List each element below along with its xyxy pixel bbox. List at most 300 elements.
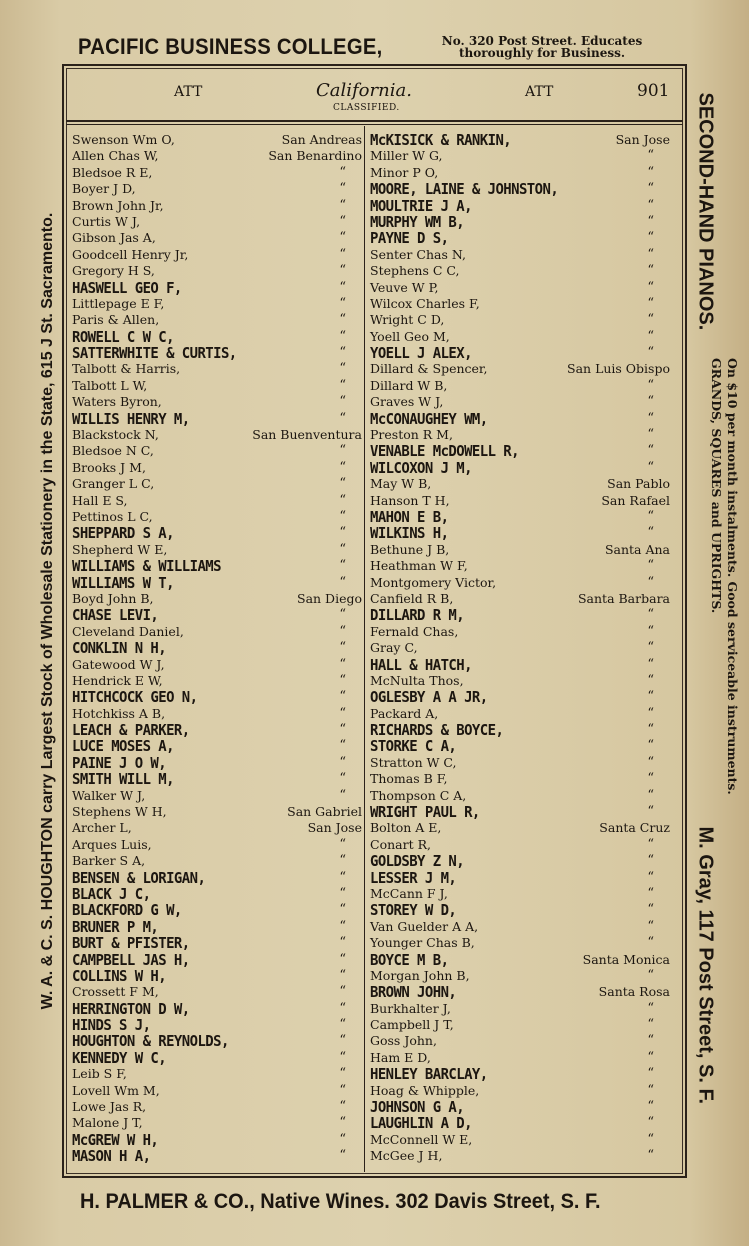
directory-entry [368,722,672,738]
entry-name: STORKE C A, [370,737,457,756]
directory-entry [368,624,672,640]
entry-place: “ [647,1000,654,1016]
right-ad-top-text: SECOND-HAND PIANOS. [694,92,717,331]
entry-name: Lovell Wm M, [72,1082,160,1098]
entry-place: “ [339,640,346,656]
entry-place: “ [647,722,654,738]
entry-place: “ [339,1066,346,1082]
entry-name: Lowe Jas R, [72,1099,147,1115]
entry-place: “ [647,164,654,180]
directory-entry [70,1001,364,1017]
directory-entry [70,952,364,968]
entry-name: COLLINS W H, [72,966,167,985]
directory-entry [368,788,672,804]
entry-place: “ [339,279,346,295]
directory-entry [70,1033,364,1049]
directory-entry [70,198,364,214]
entry-name: Miller W G, [370,148,443,164]
entry-name: Minor P O, [370,164,439,180]
directory-entry [368,525,672,541]
directory-entry [368,607,672,623]
entry-name: DILLARD R M, [370,606,465,625]
entry-place: “ [339,345,346,361]
entry-place: “ [339,492,346,508]
entry-name: MOULTRIE J A, [370,196,472,215]
entry-place: “ [647,263,654,279]
top-ad-line2: thoroughly for Business. [458,46,626,60]
entry-place: “ [339,295,346,311]
entry-place: Santa Monica [582,951,670,967]
entry-place: San Pablo [607,476,670,492]
entry-name: Gibson Jas A, [72,230,156,246]
entry-place: “ [647,558,654,574]
entry-name: Gray C, [370,640,418,656]
entry-place: “ [339,246,346,262]
entry-name: HENLEY BARCLAY, [370,1065,488,1084]
entry-place: “ [647,1148,654,1164]
entry-name: GOLDSBY Z N, [370,852,465,871]
entry-name: HALL & HATCH, [370,655,472,674]
top-advertisement [62,28,687,68]
entry-place: “ [339,1017,346,1033]
directory-entry [70,411,364,427]
entry-place: “ [339,476,346,492]
entry-place: “ [339,361,346,377]
entry-name: Granger L C, [72,476,155,492]
entry-place: “ [339,1082,346,1098]
entry-place: “ [339,967,346,983]
directory-entry [368,312,672,328]
entry-place: Santa Rosa [598,984,670,1000]
entry-name: WILLIS HENRY M, [72,409,190,428]
entry-name: Pettinos L C, [72,508,153,524]
bottom-advertisement [62,1186,687,1220]
entry-place: “ [647,148,654,164]
directory-entry [70,1050,364,1066]
entry-place: San Rafael [601,492,670,508]
entry-place: “ [339,377,346,393]
entry-name: BURT & PFISTER, [72,934,190,953]
entry-name: Wilcox Charles F, [370,295,480,311]
directory-entry [70,132,364,148]
entry-place: “ [647,1099,654,1115]
entry-place: “ [647,213,654,229]
header-state: California. [316,80,412,101]
entry-place: “ [647,885,654,901]
entry-name: LAUGHLIN A D, [370,1114,472,1133]
directory-entry [70,476,364,492]
entry-name: Gregory H S, [72,263,155,279]
directory-entry [70,165,364,181]
entry-place: “ [339,230,346,246]
entry-name: Thomas B F, [370,771,448,787]
entry-place: “ [647,459,654,475]
directory-entry [368,952,672,968]
entry-place: “ [339,869,346,885]
entry-name: Paris & Allen, [72,312,160,328]
entry-name: May W B, [370,476,432,492]
entry-place: “ [339,1148,346,1164]
entry-place: “ [339,213,346,229]
entry-place: “ [647,574,654,590]
directory-entry [368,984,672,1000]
directory-entry [368,263,672,279]
entry-name: McKISICK & RANKIN, [370,131,512,149]
directory-entry [70,247,364,263]
entry-place: “ [339,836,346,852]
directory-entry [70,361,364,377]
directory-entry [70,427,364,443]
page-number: 901 [637,81,670,101]
entry-place: “ [647,443,654,459]
directory-entry [70,673,364,689]
directory-entry [368,738,672,754]
directory-entry [70,870,364,886]
entry-name: Swenson Wm O, [72,132,175,147]
entry-place: “ [339,443,346,459]
entry-place: “ [647,672,654,688]
directory-entry [70,853,364,869]
entry-name: WILKINS H, [370,524,449,543]
directory-entry [70,1148,364,1164]
entry-place: “ [647,869,654,885]
entry-name: McGee J H, [370,1148,443,1164]
entry-place: “ [339,574,346,590]
entry-place: “ [339,197,346,213]
directory-entry [368,443,672,459]
entry-name: Allen Chas W, [72,148,159,164]
entry-name: Littlepage E F, [72,295,165,311]
directory-entry [70,1017,364,1033]
page-header [66,76,683,116]
directory-entry [368,493,672,509]
entry-name: Boyd John B, [72,590,154,606]
entry-name: Montgomery Victor, [370,574,497,590]
entry-place: “ [339,656,346,672]
top-ad-tagline [402,35,682,59]
entry-name: HINDS S J, [72,1016,151,1035]
entry-name: MASON H A, [72,1147,151,1166]
entry-place: “ [339,1000,346,1016]
directory-entry [70,394,364,410]
entry-place: “ [339,902,346,918]
directory-entry [70,722,364,738]
directory-entry [70,1066,364,1082]
directory-entry [368,657,672,673]
entry-name: Talbott & Harris, [72,361,181,377]
entry-place: “ [339,787,346,803]
directory-entry [70,1115,364,1131]
entry-place: “ [339,410,346,426]
directory-entry [70,181,364,197]
directory-entry [368,378,672,394]
entry-place: “ [647,197,654,213]
entry-name: McConnell W E, [370,1131,473,1147]
entry-name: HERRINGTON D W, [72,999,190,1018]
entry-place: “ [339,935,346,951]
entry-place: “ [647,1033,654,1049]
directory-entry [368,673,672,689]
directory-entry [368,935,672,951]
directory-entry [70,755,364,771]
entry-place: “ [339,1049,346,1065]
entry-place: “ [339,607,346,623]
entry-place: “ [647,689,654,705]
entry-name: Graves W J, [370,394,444,410]
directory-entry [70,460,364,476]
directory-entry [368,902,672,918]
entry-name: Hall E S, [72,492,128,508]
entry-name: WRIGHT PAUL R, [370,803,480,822]
entry-name: Arques Luis, [72,836,152,852]
header-att-right: ATT [525,84,554,100]
entry-place: “ [339,459,346,475]
directory-entry [368,509,672,525]
directory-entry [70,771,364,787]
directory-entry [368,591,672,607]
entry-name: Heathman W F, [370,558,468,574]
entry-place: “ [647,935,654,951]
entry-name: Van Guelder A A, [370,918,479,934]
entry-name: Blackstock N, [72,427,159,443]
entry-place: “ [647,328,654,344]
entry-name: McNulta Thos, [370,672,464,688]
directory-entry [70,214,364,230]
directory-entry [70,525,364,541]
directory-entry [70,345,364,361]
entry-place: San Jose [307,820,362,836]
entry-place: “ [647,345,654,361]
entry-name: Thompson C A, [370,787,467,803]
entry-name: WILLIAMS W T, [72,573,174,592]
directory-entry [70,1083,364,1099]
directory-entry [368,148,672,164]
directory-entry [368,1001,672,1017]
entry-name: McCONAUGHEY WM, [370,409,488,428]
right-column [368,132,672,1165]
directory-entry [368,165,672,181]
directory-entry [70,968,364,984]
entry-name: Stephens C C, [370,263,460,279]
directory-entry [368,1066,672,1082]
directory-entry [368,853,672,869]
entry-name: BLACK J C, [72,884,151,903]
bottom-ad-text: H. PALMER & CO., Native Wines. 302 Davis Street, S. F. [80,1190,601,1213]
entry-name: Senter Chas N, [370,246,466,262]
entry-place: San Buenventura [252,427,362,443]
directory-entry [368,1083,672,1099]
entry-name: Gatewood W J, [72,656,165,672]
entry-name: Walker W J, [72,787,146,803]
entry-name: Cleveland Daniel, [72,623,184,639]
directory-entry [368,820,672,836]
top-ad-title: PACIFIC BUSINESS COLLEGE, [78,34,383,59]
entry-name: Veuve W P, [370,279,439,295]
directory-entry [70,312,364,328]
directory-entry [70,443,364,459]
left-margin-advertisement [28,82,68,1172]
directory-entry [368,296,672,312]
directory-entry [70,820,364,836]
header-rule [66,120,683,122]
directory-entry [368,771,672,787]
entry-place: “ [339,263,346,279]
entry-place: “ [339,771,346,787]
entry-name: Archer L, [72,820,132,836]
entry-name: WILCOXON J M, [370,458,472,477]
directory-entry [368,329,672,345]
directory-entry [70,886,364,902]
left-ad-text: W. A. & C. S. HOUGHTON carry Largest Stock of Wholesale Stationery in the State, 615 J St. Sacramento. [39,212,56,1010]
entry-place: “ [339,672,346,688]
header-rule-thin [66,124,683,125]
entry-name: Barker S A, [72,853,146,869]
entry-place: “ [647,738,654,754]
entry-name: Ham E D, [370,1049,431,1065]
entry-place: “ [647,279,654,295]
entry-place: “ [339,508,346,524]
directory-entry [70,689,364,705]
directory-entry [368,1148,672,1164]
directory-entry [368,640,672,656]
directory-entry [70,738,364,754]
entry-place: “ [339,1131,346,1147]
directory-entry [368,460,672,476]
entry-place: “ [647,427,654,443]
directory-entry [70,706,364,722]
directory-entry [368,706,672,722]
entry-place: “ [647,394,654,410]
entry-place: “ [647,771,654,787]
directory-entry [368,968,672,984]
entry-place: “ [647,656,654,672]
entry-place: “ [339,1115,346,1131]
entry-name: STOREY W D, [370,901,457,920]
entry-name: MURPHY WM B, [370,212,465,231]
directory-entry [70,640,364,656]
directory-entry [368,181,672,197]
entry-place: San Luis Obispo [567,361,670,377]
entry-name: Younger Chas B, [370,935,475,951]
directory-entry [368,1050,672,1066]
entry-name: LESSER J M, [370,868,457,887]
entry-name: Brooks J M, [72,459,146,475]
entry-name: SATTERWHITE & CURTIS, [72,344,237,363]
entry-name: BOYCE M B, [370,950,449,969]
entry-name: Packard A, [370,705,439,721]
directory-entry [70,542,364,558]
entry-name: Bolton A E, [370,820,442,836]
right-ad-bottom-text: M. Gray, 117 Post Street, S. F. [694,826,717,1105]
entry-name: Campbell J T, [370,1017,454,1033]
entry-place: “ [339,181,346,197]
entry-name: CONKLIN N H, [72,639,167,658]
entry-name: Shepherd W E, [72,541,168,557]
entry-name: Boyer J D, [72,181,136,197]
directory-entry [70,558,364,574]
directory-entry [70,657,364,673]
entry-name: HASWELL GEO F, [72,278,182,297]
entry-place: “ [647,410,654,426]
entry-name: Bledsoe R E, [72,164,153,180]
right-ad-terms [706,360,742,810]
entry-name: LUCE MOSES A, [72,737,174,756]
directory-entry [70,575,364,591]
entry-name: OGLESBY A A JR, [370,688,488,707]
directory-entry [368,345,672,361]
directory-entry [368,247,672,263]
entry-name: Brown John Jr, [72,197,164,213]
entry-place: “ [339,722,346,738]
directory-entry [70,280,364,296]
entry-name: BENSEN & LORIGAN, [72,868,206,887]
entry-place: “ [339,1099,346,1115]
right-ad-address [690,826,720,1170]
entry-place: “ [647,754,654,770]
entry-name: Conart R, [370,836,431,852]
directory-entry [70,919,364,935]
entry-name: PAINE J O W, [72,753,167,772]
entry-name: JOHNSON G A, [370,1098,465,1117]
directory-entry [368,1115,672,1131]
directory-entry [368,411,672,427]
entry-place: “ [647,607,654,623]
directory-entry [70,1132,364,1148]
entry-name: YOELL J ALEX, [370,344,472,363]
entry-name: SHEPPARD S A, [72,524,174,543]
directory-entry [70,804,364,820]
directory-entry [70,509,364,525]
directory-entry [368,427,672,443]
entry-place: “ [339,918,346,934]
directory-entry [70,1099,364,1115]
directory-entry [368,837,672,853]
directory-entry [70,378,364,394]
entry-place: “ [339,951,346,967]
entry-place: “ [339,705,346,721]
directory-entry [368,280,672,296]
directory-entry [368,804,672,820]
entry-place: “ [339,558,346,574]
entry-place: “ [647,623,654,639]
entry-name: Preston R M, [370,427,453,443]
entry-place: “ [647,787,654,803]
entry-place: “ [647,377,654,393]
directory-entry [368,1017,672,1033]
directory-entry [368,1132,672,1148]
entry-place: “ [339,525,346,541]
entry-place: “ [647,804,654,820]
directory-entry [368,542,672,558]
entry-name: Hendrick E W, [72,672,163,688]
entry-name: Stratton W C, [370,754,457,770]
entry-place: “ [339,541,346,557]
entry-place: “ [339,984,346,1000]
entry-name: McGREW W H, [72,1130,159,1149]
entry-name: Fernald Chas, [370,623,459,639]
entry-place: “ [339,1033,346,1049]
entry-name: Morgan John B, [370,967,470,983]
entry-name: Hoag & Whipple, [370,1082,480,1098]
entry-place: “ [647,836,654,852]
entry-place: “ [647,230,654,246]
entry-name: WILLIAMS & WILLIAMS [72,557,221,576]
entry-place: “ [647,967,654,983]
left-column [70,132,364,1165]
entry-name: HITCHCOCK GEO N, [72,688,198,707]
directory-entry [70,591,364,607]
entry-name: Bethune J B, [370,541,450,557]
